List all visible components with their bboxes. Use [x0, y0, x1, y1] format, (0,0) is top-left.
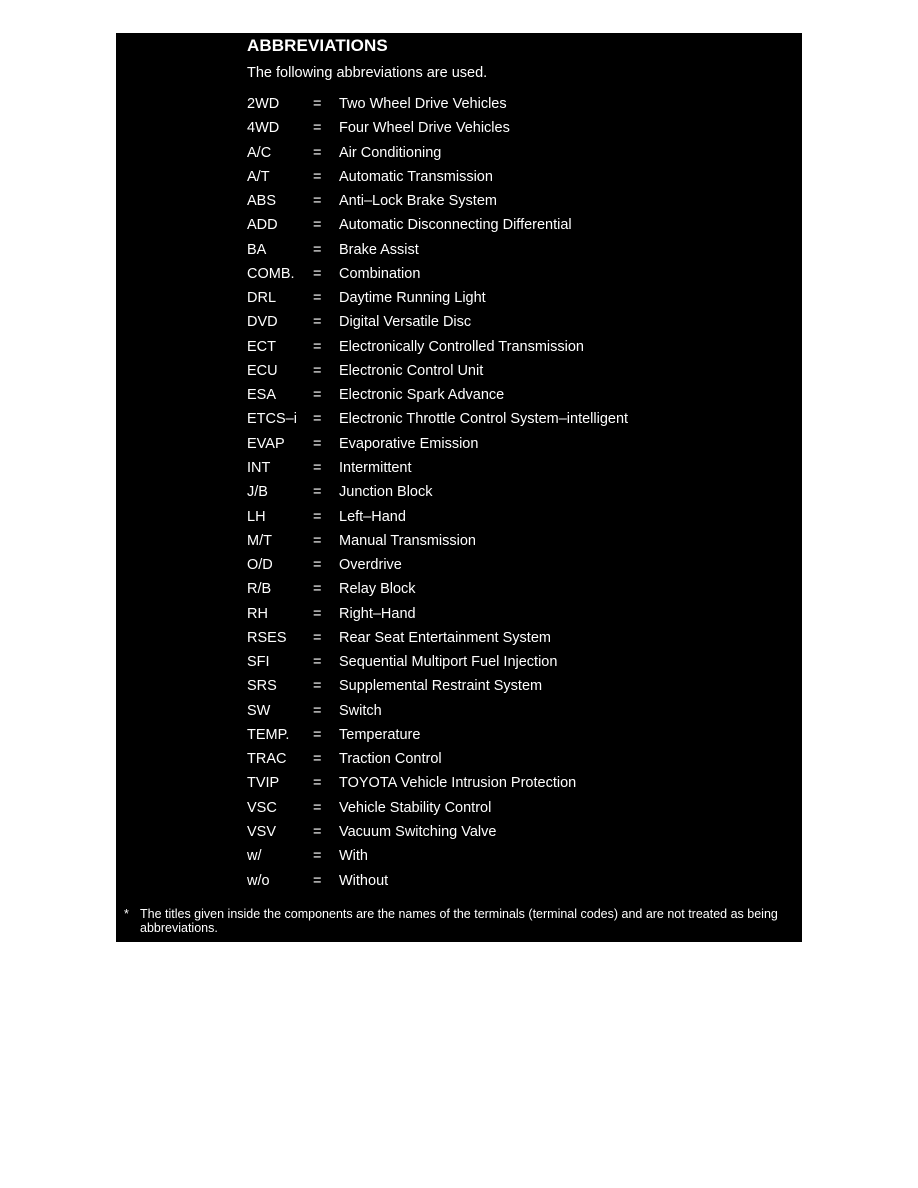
abbreviation-definition: Switch — [339, 702, 382, 719]
list-item — [116, 844, 802, 868]
equals-sign: = — [313, 411, 322, 428]
list-item — [116, 505, 802, 529]
abbreviation-term: ESA — [247, 387, 277, 404]
abbreviation-term: SFI — [247, 654, 270, 671]
abbreviation-term: A/T — [247, 168, 270, 185]
equals-sign: = — [313, 120, 322, 137]
abbreviation-definition: Without — [339, 872, 389, 889]
equals-sign: = — [313, 581, 322, 598]
abbreviation-term: TEMP. — [247, 726, 290, 743]
abbreviation-term: J/B — [247, 484, 268, 501]
list-item — [116, 577, 802, 601]
equals-sign: = — [313, 314, 322, 331]
list-item — [116, 92, 802, 116]
abbreviation-definition: Brake Assist — [339, 241, 419, 258]
abbreviation-definition: Manual Transmission — [339, 532, 476, 549]
abbreviation-definition: Four Wheel Drive Vehicles — [339, 120, 510, 137]
abbreviation-definition: Supplemental Restraint System — [339, 678, 543, 695]
abbreviation-definition: Traction Control — [339, 751, 442, 768]
list-item — [116, 771, 802, 795]
list-item — [116, 529, 802, 553]
equals-sign: = — [313, 799, 322, 816]
equals-sign: = — [313, 508, 322, 525]
equals-sign: = — [313, 193, 322, 210]
abbreviation-term: DRL — [247, 290, 277, 307]
list-item — [116, 796, 802, 820]
abbreviation-term: R/B — [247, 581, 272, 598]
equals-sign: = — [313, 435, 322, 452]
abbreviation-term: ECU — [247, 362, 278, 379]
abbreviation-term: INT — [247, 459, 271, 476]
abbreviation-term: VSV — [247, 823, 277, 840]
abbreviations-panel — [116, 33, 802, 942]
list-item — [116, 262, 802, 286]
equals-sign: = — [313, 217, 322, 234]
equals-sign: = — [313, 144, 322, 161]
equals-sign: = — [313, 702, 322, 719]
list-item — [116, 165, 802, 189]
abbreviation-term: SW — [247, 702, 271, 719]
equals-sign: = — [313, 557, 322, 574]
abbreviation-term: 4WD — [247, 120, 280, 137]
abbreviation-definition: Temperature — [339, 726, 421, 743]
list-item — [116, 553, 802, 577]
list-item — [116, 602, 802, 626]
abbreviation-definition: Automatic Disconnecting Differential — [339, 217, 572, 234]
abbreviation-term: RH — [247, 605, 268, 622]
equals-sign: = — [313, 96, 322, 112]
equals-sign: = — [313, 338, 322, 355]
equals-sign: = — [313, 362, 322, 379]
abbreviation-term: VSC — [247, 799, 277, 816]
abbreviation-term: O/D — [247, 557, 273, 574]
abbreviation-definition: Combination — [339, 265, 421, 282]
abbreviation-definition: Vehicle Stability Control — [339, 799, 492, 816]
list-item — [116, 189, 802, 213]
abbreviation-definition: Digital Versatile Disc — [339, 314, 472, 331]
list-item — [116, 335, 802, 359]
list-item — [116, 359, 802, 383]
list-item — [116, 116, 802, 140]
list-item — [116, 383, 802, 407]
list-item — [116, 820, 802, 844]
abbreviation-definition: Evaporative Emission — [339, 435, 479, 452]
equals-sign: = — [313, 726, 322, 743]
abbreviation-term: M/T — [247, 532, 272, 549]
list-item — [116, 286, 802, 310]
list-item — [116, 407, 802, 431]
footnote — [124, 907, 794, 935]
abbreviation-definition: Air Conditioning — [339, 144, 442, 161]
abbreviation-term: SRS — [247, 678, 277, 695]
abbreviation-term: w/ — [247, 848, 262, 865]
footnote-marker: * — [124, 907, 129, 921]
list-item — [116, 432, 802, 456]
list-item — [116, 310, 802, 334]
equals-sign: = — [313, 168, 322, 185]
list-item — [116, 213, 802, 237]
abbreviation-list — [116, 92, 802, 893]
equals-sign: = — [313, 459, 322, 476]
list-item — [116, 480, 802, 504]
equals-sign: = — [313, 290, 322, 307]
abbreviation-term: COMB. — [247, 265, 295, 282]
abbreviation-definition: Left–Hand — [339, 508, 406, 525]
list-item — [116, 238, 802, 262]
equals-sign: = — [313, 265, 322, 282]
abbreviation-definition: Electronically Controlled Transmission — [339, 338, 584, 355]
abbreviation-definition: Rear Seat Entertainment System — [339, 629, 551, 646]
abbreviation-definition: Relay Block — [339, 581, 416, 598]
equals-sign: = — [313, 823, 322, 840]
abbreviation-term: 2WD — [247, 96, 280, 112]
abbreviation-term: ABS — [247, 193, 277, 210]
abbreviation-term: ETCS–i — [247, 411, 297, 428]
list-item — [116, 869, 802, 893]
abbreviation-term: BA — [247, 241, 267, 258]
abbreviation-term: TRAC — [247, 751, 287, 768]
abbreviation-definition: Overdrive — [339, 557, 402, 574]
abbreviation-term: LH — [247, 508, 266, 525]
abbreviation-term: TVIP — [247, 775, 280, 792]
abbreviation-definition: Vacuum Switching Valve — [339, 823, 497, 840]
abbreviation-definition: Two Wheel Drive Vehicles — [339, 96, 507, 112]
equals-sign: = — [313, 848, 322, 865]
page-title: ABBREVIATIONS — [247, 36, 388, 55]
list-item — [116, 141, 802, 165]
equals-sign: = — [313, 484, 322, 501]
footnote-text: The titles given inside the components are the names of the terminals (terminal codes) and are not treated as being abbreviations. — [140, 907, 778, 935]
abbreviation-term: EVAP — [247, 435, 285, 452]
equals-sign: = — [313, 654, 322, 671]
abbreviation-term: A/C — [247, 144, 272, 161]
list-item — [116, 674, 802, 698]
equals-sign: = — [313, 629, 322, 646]
equals-sign: = — [313, 775, 322, 792]
abbreviation-definition: Junction Block — [339, 484, 433, 501]
list-item — [116, 699, 802, 723]
abbreviation-term: ADD — [247, 217, 278, 234]
list-item — [116, 456, 802, 480]
abbreviation-definition: Sequential Multiport Fuel Injection — [339, 654, 558, 671]
equals-sign: = — [313, 532, 322, 549]
abbreviation-definition: With — [339, 848, 368, 865]
equals-sign: = — [313, 751, 322, 768]
intro-text: The following abbreviations are used. — [247, 65, 488, 81]
abbreviation-term: w/o — [247, 872, 270, 889]
abbreviation-term: DVD — [247, 314, 278, 331]
abbreviation-definition: Electronic Control Unit — [339, 362, 484, 379]
equals-sign: = — [313, 605, 322, 622]
abbreviation-definition: Electronic Spark Advance — [339, 387, 505, 404]
abbreviation-definition: TOYOTA Vehicle Intrusion Protection — [339, 775, 577, 792]
equals-sign: = — [313, 241, 322, 258]
equals-sign: = — [313, 872, 322, 889]
abbreviation-definition: Intermittent — [339, 459, 412, 476]
abbreviation-definition: Anti–Lock Brake System — [339, 193, 497, 210]
abbreviation-term: RSES — [247, 629, 287, 646]
abbreviation-definition: Electronic Throttle Control System–intelligent — [339, 411, 629, 428]
abbreviation-definition: Automatic Transmission — [339, 168, 493, 185]
abbreviation-definition: Daytime Running Light — [339, 290, 486, 307]
list-item — [116, 650, 802, 674]
list-item — [116, 747, 802, 771]
list-item — [116, 626, 802, 650]
list-item — [116, 723, 802, 747]
equals-sign: = — [313, 678, 322, 695]
abbreviation-term: ECT — [247, 338, 276, 355]
equals-sign: = — [313, 387, 322, 404]
abbreviation-definition: Right–Hand — [339, 605, 416, 622]
